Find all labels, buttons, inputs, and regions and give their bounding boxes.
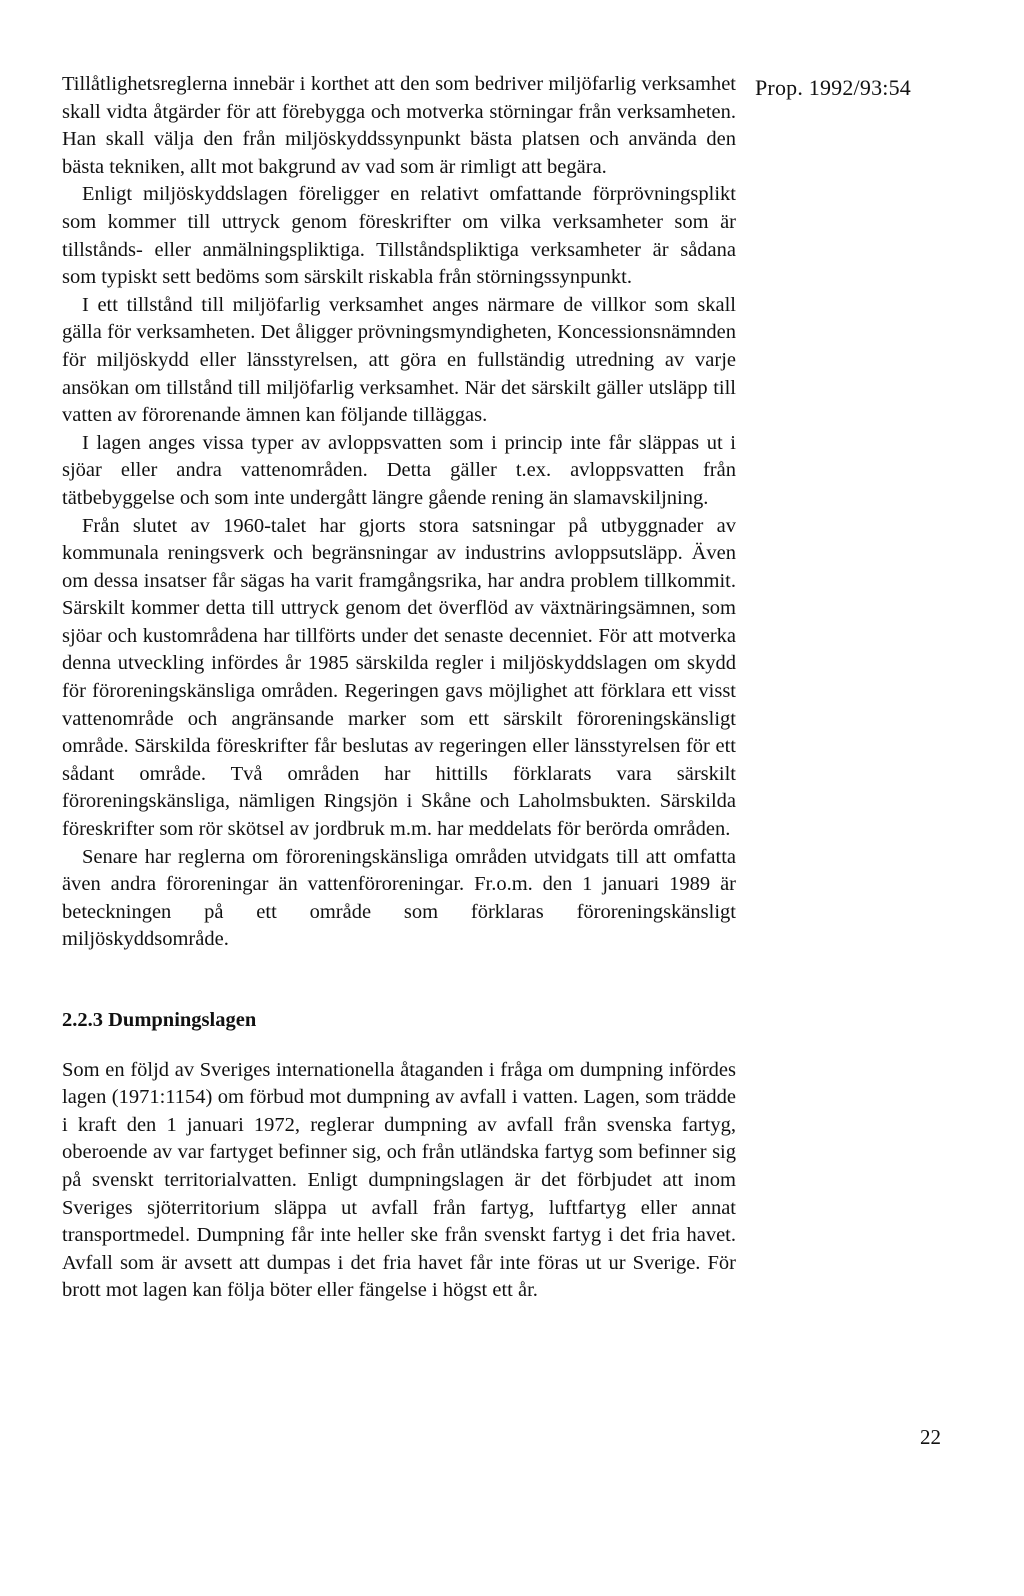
paragraph-dumpningslagen: Som en följd av Sveriges internationella åtaganden i fråga om dumpning infördes lagen (1971:1154) om förbud mot dumpning av avfall i vatten. Lagen, som trädde i kraft den 1 januari 1972, reglerar dumpning av avfall från svenska fartyg, oberoende av var fartyget befinner sig, och från utländska fartyg som befinner sig på svenskt territorialvatten. Enligt dumpningslagen är det förbjudet att inom Sveriges sjöterritorium släppa ut avfall från fartyg, luftfartyg eller annat transportmedel. Dumpning får inte heller ske från svenskt fartyg i det fria havet. Avfall som är avsett att dumpas i det fria havet får inte föras ut ur Sverige. För brott mot lagen kan följa böter eller fängelse i högst ett år.	[62, 1058, 736, 1302]
body-text	[62, 71, 736, 1305]
spacer	[62, 954, 736, 1007]
paragraph-forprovningsplikt: Enligt miljöskyddslagen föreligger en relativt omfattande förprövningsplikt som kommer till uttryck genom föreskrifter om vilka verksamheter som är tillstånds- eller anmälningspliktiga. Tillståndspliktiga verksamheter är sådana som typiskt sett bedöms som särskilt riskabla från störningssynpunkt.	[62, 183, 736, 289]
paragraph-reningsverk: Från slutet av 1960-talet har gjorts stora satsningar på utbyggnader av kommunala reningsverk och begränsningar av industrins avloppsutsläpp. Även om dessa insatser får sägas ha varit framgångsrika, har andra problem tillkommit. Särskilt kommer detta till uttryck genom det överflöd av växtnäringsämnen, som sjöar och kustområdena har tillförts under det senaste decenniet. För att motverka denna utveckling infördes år 1985 särskilda regler i miljöskyddslagen om skydd för föroreningskänsliga områden. Regeringen gavs möjlighet att förklara ett visst vattenområde och angränsande marker som ett särskilt föroreningskänsligt område. Särskilda föreskrifter får beslutas av regeringen eller länsstyrelsen för ett sådant område. Två områden har hittills förklarats vara särskilt föroreningskänsliga, nämligen Ringsjön i Skåne och Laholmsbukten. Särskilda föreskrifter som rör skötsel av jordbruk m.m. har meddelats för berörda områden.	[62, 514, 736, 841]
section-heading: 2.2.3 Dumpningslagen	[62, 1009, 257, 1031]
paragraph-tillstand-villkor: I ett tillstånd till miljöfarlig verksamhet anges närmare de villkor som skall gälla för verksamheten. Det åligger prövningsmyndigheten, Koncessionsnämnden för miljöskydd eller länsstyrelsen, att göra en fullständig utredning av varje ansökan om tillstånd till miljöfarlig verksamhet. När det särskilt gäller utsläpp till vatten av förorenande ämnen kan följande tilläggas.	[62, 293, 736, 427]
paragraph-avloppsvatten: I lagen anges vissa typer av avloppsvatten som i princip inte får släppas ut i sjöar eller andra vattenområden. Detta gäller t.ex. avloppsvatten från tätbebyggelse och som inte undergått längre gående rening än slamavskiljning.	[62, 431, 736, 509]
page-number: 22	[920, 1425, 941, 1449]
spacer	[62, 1035, 736, 1057]
running-head: Prop. 1992/93:54	[755, 75, 911, 100]
paragraph-miljoskyddsomrade: Senare har reglerna om föroreningskänsliga områden utvidgats till att omfatta även andra föroreningar än vattenföroreningar. Fr.o.m. den 1 januari 1989 är beteckningen på ett område som förklaras föroreningskänsligt miljöskyddsområde.	[62, 845, 736, 951]
paragraph-tillatlighetsreglerna: Tillåtlighetsreglerna innebär i korthet att den som bedriver miljöfarlig verksamhet skall vidta åtgärder för att förebygga och motverka störningar från verksamheten. Han skall välja den från miljöskyddssynpunkt bästa platsen och använda den bästa tekniken, allt mot bakgrund av vad som är rimligt att begära.	[62, 73, 736, 178]
